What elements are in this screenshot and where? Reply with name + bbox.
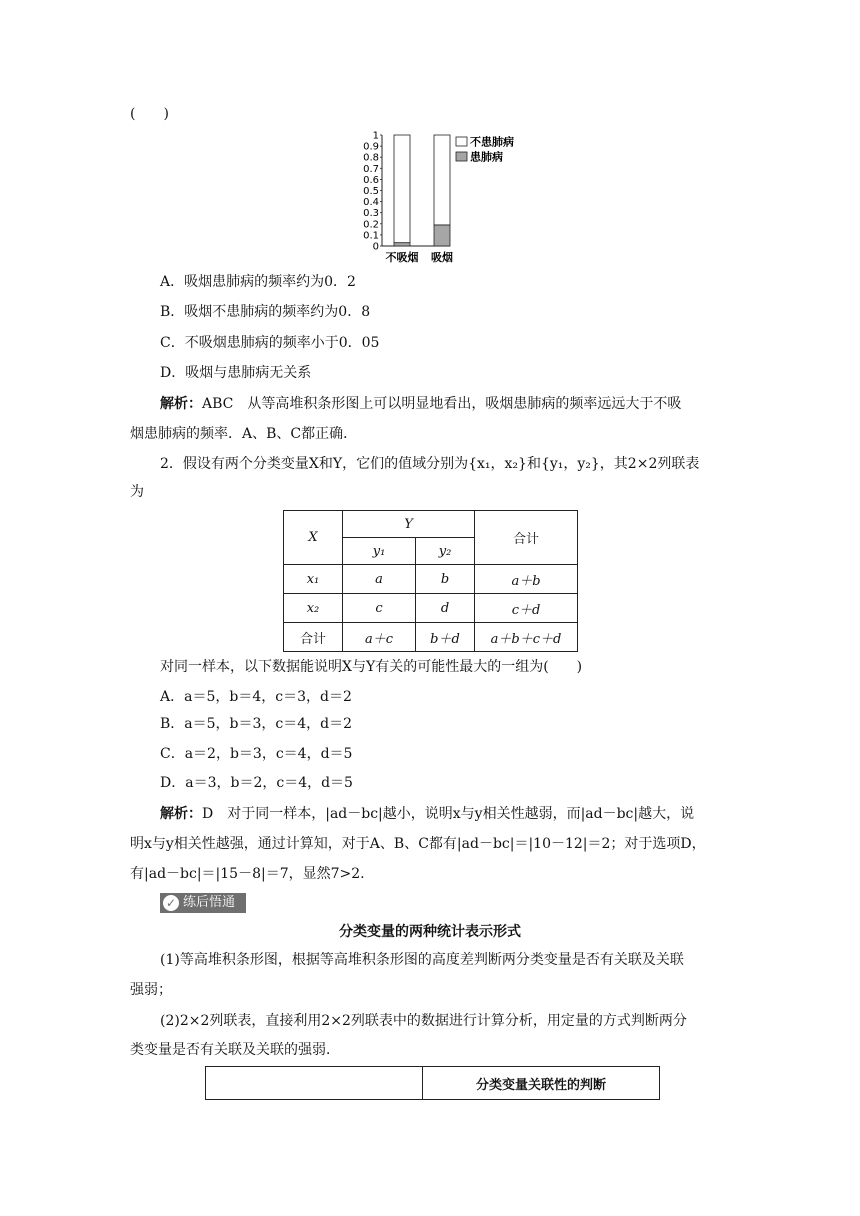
table-row	[284, 594, 578, 623]
table-cell-sum: a＋b	[475, 565, 578, 594]
q2-option-d: D．a＝3，b＝2，c＝4，d＝5	[160, 775, 353, 791]
table-cell: b＋d	[416, 623, 475, 652]
summary-p1-line-1: (1)等高堆积条形图，根据等高堆积条形图的高度差判断两分类变量是否有关联及关联	[160, 952, 684, 968]
legend-label: 患肺病	[470, 150, 503, 164]
table-cell-sum: c＋d	[475, 594, 578, 623]
table-cell: a＋c	[343, 623, 416, 652]
summary-p2-line-2: 类变量是否有关联及关联的强弱．	[130, 1042, 340, 1058]
q2-question: 对同一样本，以下数据能说明X与Y有关的可能性最大的一组为( )	[160, 659, 583, 675]
table-y2-header: y₂	[416, 538, 475, 565]
bar-segment	[434, 135, 450, 225]
table-row-label: x₂	[284, 594, 343, 623]
y-tick-label: 0.1	[363, 230, 379, 242]
table-row	[284, 623, 578, 652]
judgement-table	[205, 1066, 660, 1100]
y-tick-label: 0.7	[363, 163, 379, 175]
table-row	[284, 565, 578, 594]
y-tick-label: 0.2	[363, 219, 379, 231]
bar-segment	[434, 225, 450, 246]
q1-option-c: C．不吸烟患肺病的频率小于0．05	[160, 335, 380, 351]
q2-option-c: C．a＝2，b＝3，c＝4，d＝5	[160, 746, 353, 762]
answer-paren: ( )	[130, 106, 169, 122]
analysis-label: 解析：	[160, 396, 202, 412]
summary-p2-line-1: (2)2×2列联表，直接利用2×2列联表中的数据进行计算分析，用定量的方式判断两分	[160, 1013, 687, 1029]
table-cell: a	[343, 565, 416, 594]
q1-analysis-text: ABC 从等高堆积条形图上可以明显地看出，吸烟患肺病的频率远远大于不吸	[202, 396, 682, 412]
table-total-header: 合计	[475, 511, 578, 565]
badge-label: 练后悟通	[183, 895, 236, 910]
bar-segment	[394, 135, 410, 243]
q2-stem-line-1: 2．假设有两个分类变量X和Y，它们的值域分别为{x₁，x₂}和{y₁，y₂}，其2×2列联表	[160, 456, 700, 472]
legend-swatch	[456, 137, 467, 146]
analysis-label: 解析：	[160, 806, 202, 822]
y-tick-label: 0.5	[363, 186, 379, 197]
q1-option-d: D．吸烟与患肺病无关系	[160, 365, 312, 381]
contingency-table	[283, 510, 578, 652]
y-tick-label: 1	[372, 130, 379, 142]
y-tick-label: 0.6	[363, 174, 379, 186]
q2-option-b: B．a＝5，b＝3，c＝4，d＝2	[160, 716, 353, 732]
table-row-label: x₁	[284, 565, 343, 594]
y-tick-label: 0.8	[363, 152, 379, 164]
q2-stem-line-2: 为	[130, 484, 144, 500]
table-x-header: X	[284, 511, 343, 565]
legend-label: 不患肺病	[470, 135, 514, 149]
table-cell-sum: a＋b＋c＋d	[475, 623, 578, 652]
summary-p1-line-2: 强弱；	[130, 982, 172, 998]
y-tick-label: 0.9	[363, 141, 379, 153]
judgement-table-header: 分类变量关联性的判断	[423, 1067, 660, 1100]
y-tick-label: 0.3	[363, 208, 379, 220]
q1-option-b: B．吸烟不患肺病的频率约为0．8	[160, 304, 371, 320]
legend-swatch	[456, 152, 467, 161]
judgement-table-empty-cell	[206, 1067, 423, 1100]
y-tick-label: 0.4	[363, 197, 379, 209]
stacked-bar-chart	[352, 127, 542, 267]
check-icon: ✓	[163, 895, 179, 911]
table-y1-header: y₁	[343, 538, 416, 565]
table-cell: d	[416, 594, 475, 623]
q1-analysis-line-2: 烟患肺病的频率．A、B、C都正确．	[130, 426, 358, 442]
q2-option-a: A．a＝5，b＝4，c＝3，d＝2	[160, 689, 352, 705]
table-row-label: 合计	[284, 623, 343, 652]
bar-segment	[394, 243, 410, 246]
practice-badge	[160, 893, 246, 913]
x-tick-label: 不吸烟	[385, 251, 419, 264]
q2-analysis-line-2: 明x与y相关性越强，通过计算知，对于A、B、C都有|ad－bc|＝|10－12|＝2；对于选项D，	[130, 836, 706, 852]
section-title: 分类变量的两种统计表示形式	[339, 924, 521, 940]
q2-analysis-line-3: 有|ad－bc|＝|15－8|＝7，显然7>2.	[130, 866, 365, 882]
q2-analysis-text: D 对于同一样本，|ad－bc|越小，说明x与y相关性越弱，而|ad－bc|越大，说	[202, 806, 695, 822]
y-tick-label: 0	[372, 241, 379, 253]
q2-analysis-line-1	[160, 804, 694, 824]
x-tick-label: 吸烟	[431, 251, 453, 264]
table-cell: b	[416, 565, 475, 594]
q1-analysis-line-1	[160, 394, 681, 414]
q1-option-a: A．吸烟患肺病的频率约为0．2	[160, 274, 356, 290]
table-y-header: Y	[343, 511, 475, 538]
table-cell: c	[343, 594, 416, 623]
